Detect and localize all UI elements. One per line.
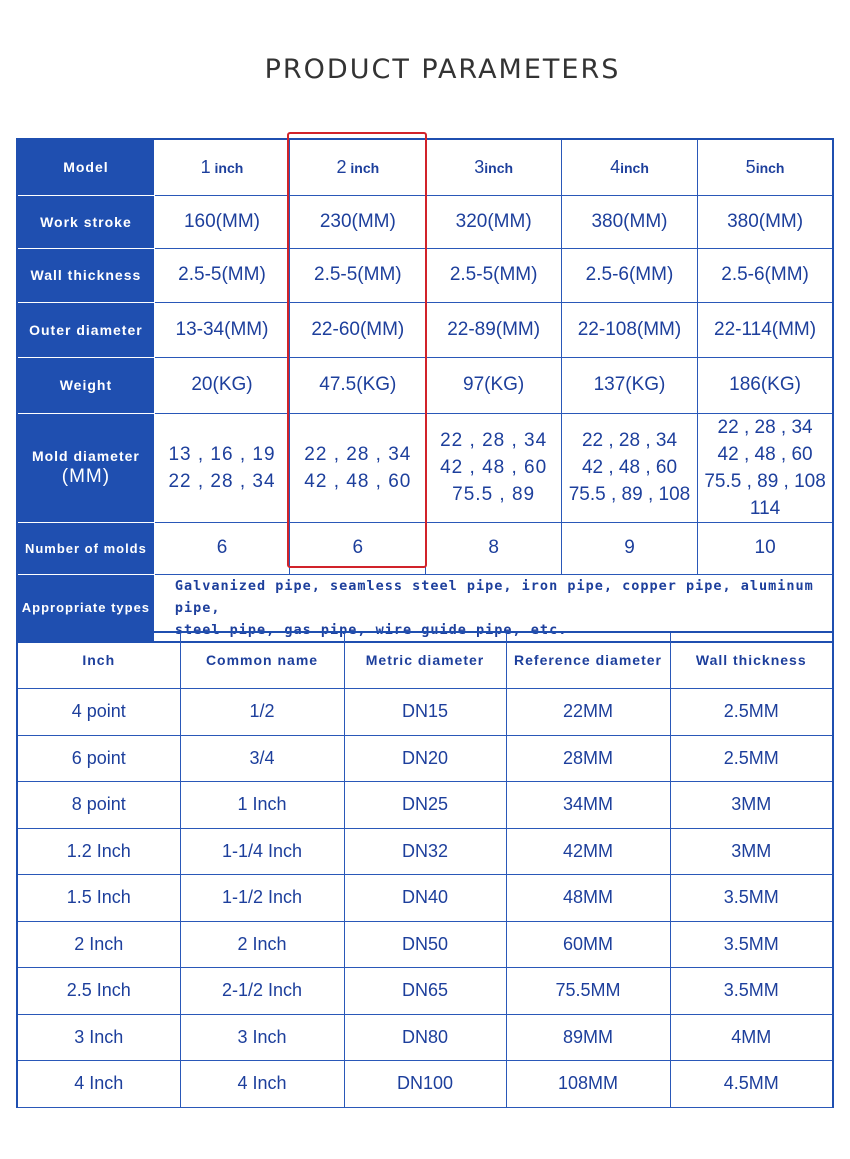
inch-cell: 2 Inch (17, 921, 180, 967)
value-cell: 380(MM) (698, 195, 833, 248)
wall-cell: 2.5MM (670, 688, 833, 735)
wall-cell: 3.5MM (670, 921, 833, 967)
common-cell: 3 Inch (180, 1014, 344, 1060)
inch-cell: 1.5 Inch (17, 874, 180, 921)
table-row (17, 781, 833, 828)
wall-cell: 2.5MM (670, 735, 833, 781)
ref-cell: 60MM (506, 921, 670, 967)
column-header: Reference diameter (506, 632, 670, 688)
metric-cell: DN40 (344, 874, 506, 921)
common-cell: 1/2 (180, 688, 344, 735)
metric-cell: DN15 (344, 688, 506, 735)
wall-cell: 4.5MM (670, 1060, 833, 1107)
common-cell: 1-1/4 Inch (180, 828, 344, 874)
ref-cell: 22MM (506, 688, 670, 735)
ref-cell: 34MM (506, 781, 670, 828)
value-cell: 8 (426, 522, 561, 574)
value-cell: 2.5-5(MM) (426, 248, 561, 302)
value-cell: 22-114(MM) (698, 302, 833, 357)
value-cell: 230(MM) (290, 195, 426, 248)
mold-cell: 13 , 16 , 19 22 , 28 , 34 (154, 413, 289, 522)
metric-cell: DN25 (344, 781, 506, 828)
ref-cell: 28MM (506, 735, 670, 781)
row-label: Wall thickness (17, 248, 154, 302)
model-header: Model (17, 139, 154, 195)
row-label: Appropriate types (17, 574, 154, 642)
value-cell: 2.5-6(MM) (698, 248, 833, 302)
metric-cell: DN50 (344, 921, 506, 967)
table-row (17, 921, 833, 967)
page-title: PRODUCT PARAMETERS (264, 54, 621, 85)
value-cell: 20(KG) (154, 357, 289, 413)
table-row (17, 735, 833, 781)
ref-cell: 108MM (506, 1060, 670, 1107)
value-cell: 186(KG) (698, 357, 833, 413)
value-cell: 137(KG) (561, 357, 697, 413)
size-header-row (17, 632, 833, 688)
metric-cell: DN32 (344, 828, 506, 874)
model-cell: 4inch (561, 139, 697, 195)
column-header: Wall thickness (670, 632, 833, 688)
ref-cell: 75.5MM (506, 967, 670, 1014)
common-cell: 1-1/2 Inch (180, 874, 344, 921)
value-cell: 9 (561, 522, 697, 574)
common-cell: 3/4 (180, 735, 344, 781)
inch-cell: 2.5 Inch (17, 967, 180, 1014)
value-cell: 13-34(MM) (154, 302, 289, 357)
value-cell: 2.5-6(MM) (561, 248, 697, 302)
ref-cell: 89MM (506, 1014, 670, 1060)
common-cell: 2 Inch (180, 921, 344, 967)
size-table (16, 631, 834, 1108)
table-row (17, 1060, 833, 1107)
row-label: Number of molds (17, 522, 154, 574)
model-cell: 1 inch (154, 139, 289, 195)
value-cell: 380(MM) (561, 195, 697, 248)
mold-cell: 22 , 28 , 34 42 , 48 , 60 75.5 , 89 (426, 413, 561, 522)
mold-cell: 22 , 28 , 34 42 , 48 , 60 75.5 , 89 , 108 114 (698, 413, 833, 522)
value-cell: 10 (698, 522, 833, 574)
common-cell: 2-1/2 Inch (180, 967, 344, 1014)
model-cell: 5inch (698, 139, 833, 195)
model-cell: 2 inch (290, 139, 426, 195)
common-cell: 4 Inch (180, 1060, 344, 1107)
inch-cell: 4 Inch (17, 1060, 180, 1107)
ref-cell: 48MM (506, 874, 670, 921)
wall-cell: 3.5MM (670, 874, 833, 921)
table-row (17, 688, 833, 735)
inch-cell: 8 point (17, 781, 180, 828)
table-row (17, 1014, 833, 1060)
row-label: Outer diameter (17, 302, 154, 357)
inch-cell: 1.2 Inch (17, 828, 180, 874)
value-cell: 160(MM) (154, 195, 289, 248)
column-header: Common name (180, 632, 344, 688)
wall-cell: 4MM (670, 1014, 833, 1060)
row-label: Mold diameter (MM) (17, 413, 154, 522)
mold-cell: 22 , 28 , 34 42 , 48 , 60 (290, 413, 426, 522)
value-cell: 6 (290, 522, 426, 574)
value-cell: 2.5-5(MM) (154, 248, 289, 302)
table-row (17, 967, 833, 1014)
row-label: Work stroke (17, 195, 154, 248)
types-cell: Galvanized pipe, seamless steel pipe, iron pipe, copper pipe, aluminum pipe, steel pipe, gas pipe, wire guide pipe, etc. (154, 574, 833, 642)
ref-cell: 42MM (506, 828, 670, 874)
highlight-box (287, 132, 427, 568)
metric-cell: DN65 (344, 967, 506, 1014)
inch-cell: 6 point (17, 735, 180, 781)
mold-cell: 22 , 28 , 34 42 , 48 , 60 75.5 , 89 , 108 (561, 413, 697, 522)
value-cell: 47.5(KG) (290, 357, 426, 413)
model-cell: 3inch (426, 139, 561, 195)
value-cell: 6 (154, 522, 289, 574)
column-header: Metric diameter (344, 632, 506, 688)
value-cell: 22-89(MM) (426, 302, 561, 357)
value-cell: 320(MM) (426, 195, 561, 248)
metric-cell: DN100 (344, 1060, 506, 1107)
value-cell: 22-60(MM) (290, 302, 426, 357)
wall-cell: 3MM (670, 781, 833, 828)
wall-cell: 3MM (670, 828, 833, 874)
value-cell: 22-108(MM) (561, 302, 697, 357)
column-header: Inch (17, 632, 180, 688)
value-cell: 97(KG) (426, 357, 561, 413)
table-row (17, 874, 833, 921)
wall-cell: 3.5MM (670, 967, 833, 1014)
metric-cell: DN20 (344, 735, 506, 781)
inch-cell: 4 point (17, 688, 180, 735)
common-cell: 1 Inch (180, 781, 344, 828)
row-label: Weight (17, 357, 154, 413)
metric-cell: DN80 (344, 1014, 506, 1060)
inch-cell: 3 Inch (17, 1014, 180, 1060)
value-cell: 2.5-5(MM) (290, 248, 426, 302)
table-row (17, 828, 833, 874)
